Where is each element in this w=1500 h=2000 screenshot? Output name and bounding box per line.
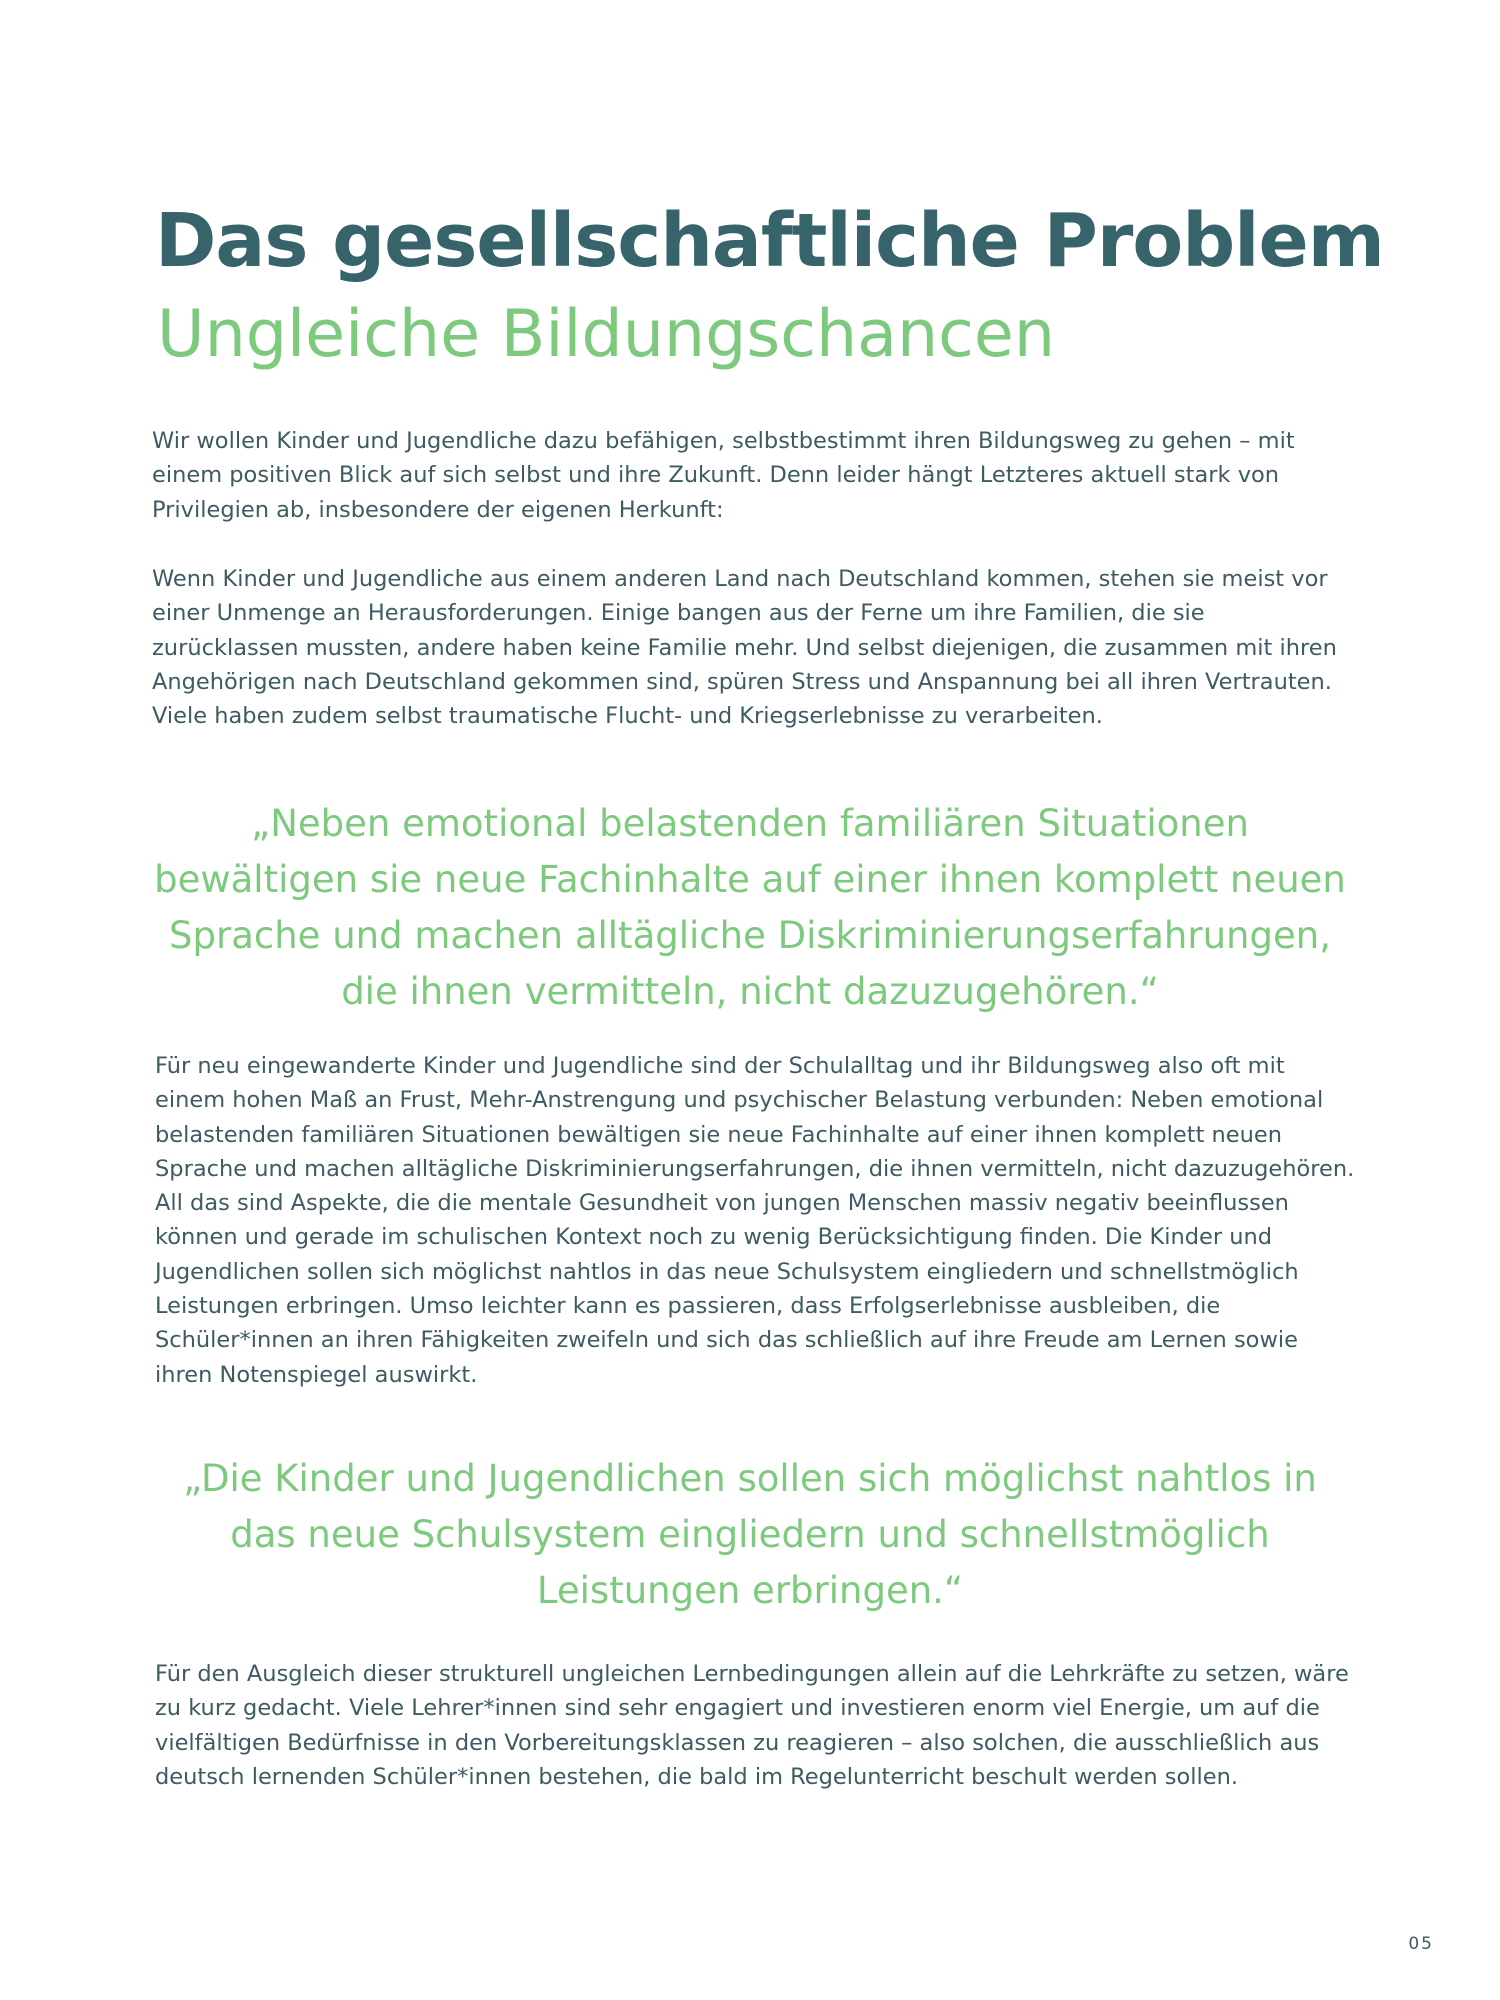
intro-paragraph: Wir wollen Kinder und Jugendliche dazu befähigen, selbstbestimmt ihren Bildungsweg zu gehen – mit einem positiven Blick auf sich selbst und ihre Zukunft. Denn leider hängt Letzteres aktuell stark von Privilegien ab, insbesondere der eigenen Herkunft:	[152, 428, 1295, 523]
pull-quote-2: „Die Kinder und Jugendlichen sollen sich möglichst nahtlos in das neue Schulsystem eingliedern und schnellstmöglich Leistungen erbringen.“	[183, 1457, 1317, 1612]
page-subtitle: Ungleiche Bildungschancen	[157, 297, 1056, 372]
body-paragraph-3: Für den Ausgleich dieser strukturell ungleichen Lernbedingungen allein auf die Lehrkräfte zu setzen, wäre zu kurz gedacht. Viele Lehrer*innen sind sehr engagiert und investieren enorm viel Energie, um auf die vielfältigen Bedürfnisse in den Vorbereitungsklassen zu reagieren – also solchen, die ausschließlich aus deutsch lernenden Schüler*innen bestehen, die bald im Regelunterricht beschult werden sollen.	[155, 1661, 1349, 1790]
page-number: 05	[1408, 1934, 1434, 1954]
page-title: Das gesellschaftliche Problem	[155, 198, 1384, 284]
body-paragraph-2: Für neu eingewanderte Kinder und Jugendliche sind der Schulalltag und ihr Bildungsweg also oft mit einem hohen Maß an Frust, Mehr-Anstrengung und psychischer Belastung verbunden: Neben emotional belastenden familiären Situationen bewältigen sie neue Fachinhalte auf einer ihnen komplett neuen Sprache und machen alltägliche Diskriminierungserfahrungen, die ihnen vermitteln, nicht dazuzugehören. All das sind Aspekte, die die mentale Gesundheit von jungen Menschen massiv negativ beeinflussen können und gerade im schulischen Kontext noch zu wenig Berücksichtigung finden. Die Kinder und Jugendlichen sollen sich möglichst nahtlos in das neue Schulsystem eingliedern und schnellstmöglich Leistungen erbringen. Umso leichter kann es passieren, dass Erfolgserlebnisse ausbleiben, die Schüler*innen an ihren Fähigkeiten zweifeln und sich das schließlich auf ihre Freude am Lernen sowie ihren Notenspiegel auswirkt.	[155, 1053, 1355, 1388]
pull-quote-1: „Neben emotional belastenden familiären Situationen bewältigen sie neue Fachinhalte auf einer ihnen komplett neuen Sprache und machen alltägliche Diskriminierungserfahrungen, die ihnen vermitteln, nicht dazuzugehören.“	[154, 802, 1346, 1013]
body-paragraph-1: Wenn Kinder und Jugendliche aus einem anderen Land nach Deutschland kommen, stehen sie meist vor einer Unmenge an Herausforderungen. Einige bangen aus der Ferne um ihre Familien, die sie zurücklassen mussten, andere haben keine Familie mehr. Und selbst diejenigen, die zusammen mit ihren Angehörigen nach Deutschland gekommen sind, spüren Stress und Anspannung bei all ihren Vertrauten. Viele haben zudem selbst traumatische Flucht- und Kriegserlebnisse zu verarbeiten.	[152, 566, 1337, 730]
